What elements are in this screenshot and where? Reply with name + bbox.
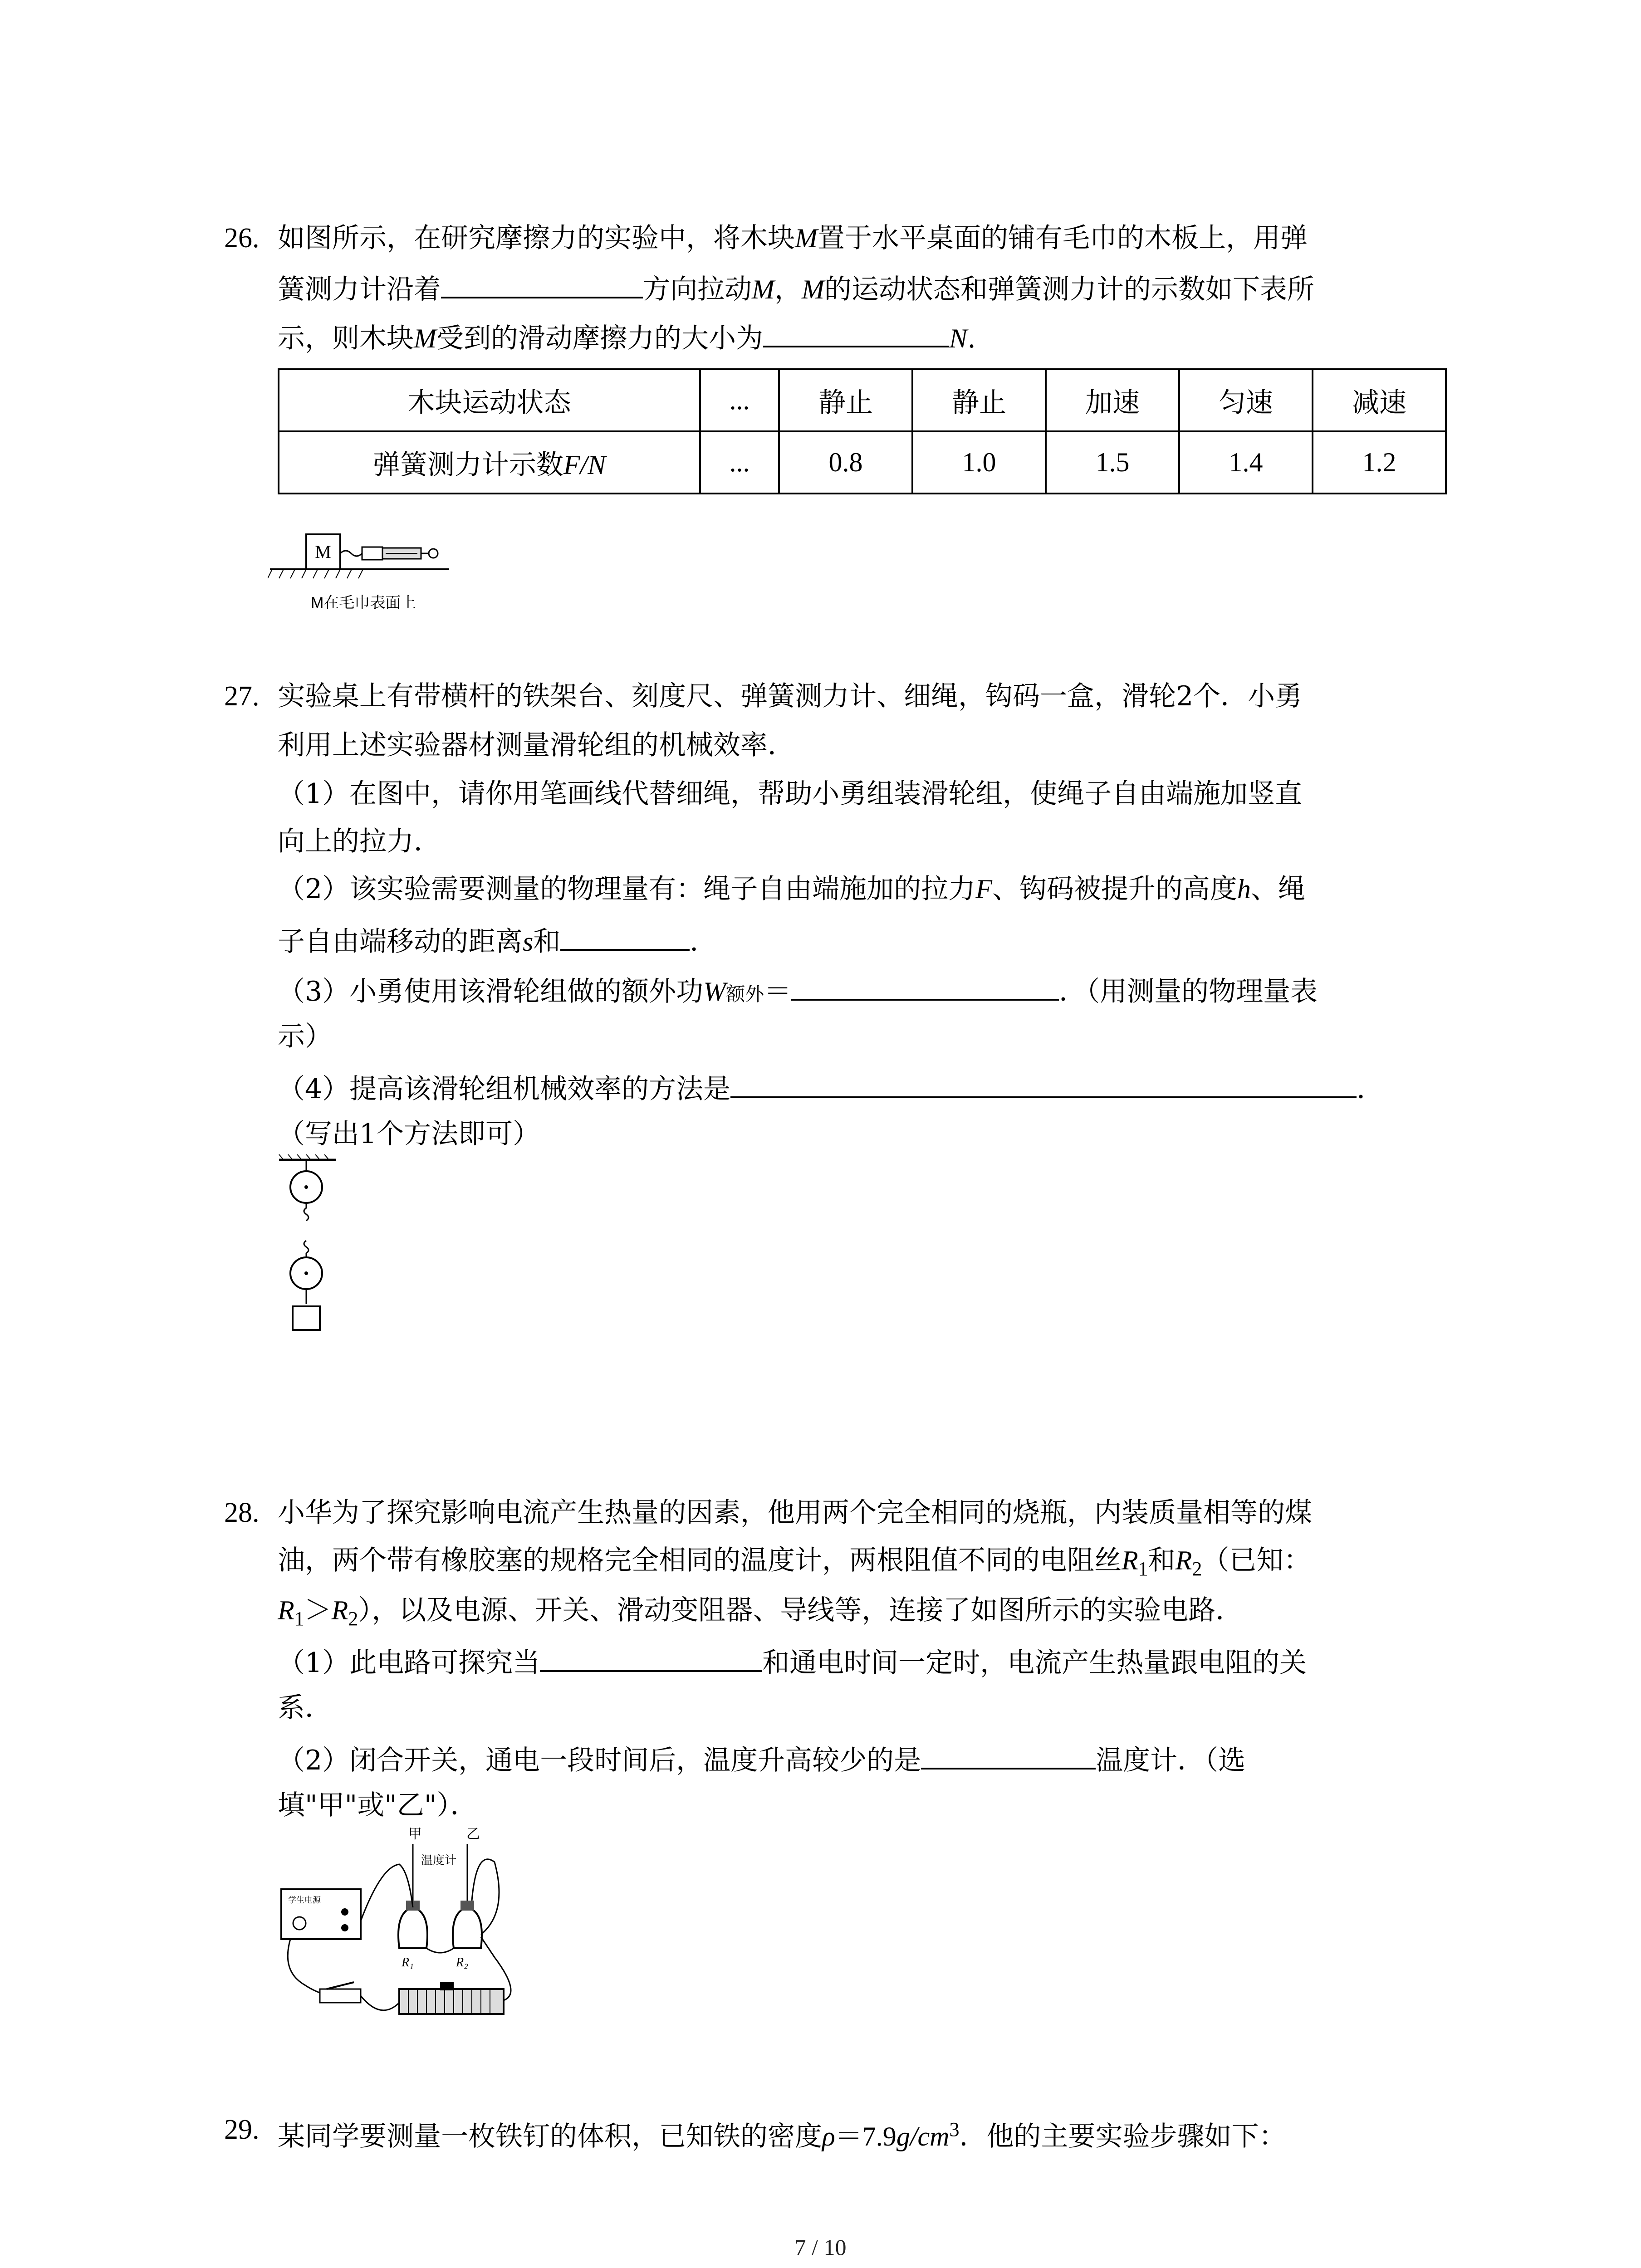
question-text-line: 子自由端移动的距离s和 ． <box>278 921 717 960</box>
pulley-figure <box>277 1154 340 1345</box>
table-cell: 1.4 <box>1179 431 1313 494</box>
question-number: 27. <box>224 681 260 712</box>
data-table <box>278 368 1447 494</box>
table-cell: ... <box>700 431 779 494</box>
question-text-line: 利用上述实验器材测量滑轮组的机械效率． <box>278 729 795 761</box>
question-number: 28. <box>224 1497 260 1528</box>
block-label: M <box>315 542 331 562</box>
table-row <box>279 431 1446 494</box>
question-text-line: 油，两个带有橡胶塞的规格完全相同的温度计，两根阻值不同的电阻丝$R_1$和$R_2$（已知： <box>278 1545 1311 1580</box>
page-number: 7 / 10 <box>794 2234 847 2260</box>
var-M: M <box>801 274 824 304</box>
answer-blank[interactable] <box>763 318 949 347</box>
var-s: s <box>523 927 534 957</box>
table-cell: 匀速 <box>1179 369 1313 431</box>
var-F: F <box>975 874 992 904</box>
answer-blank[interactable] <box>560 921 690 951</box>
table-cell: 1.5 <box>1046 431 1179 494</box>
label-yi: 乙 <box>466 1826 480 1842</box>
circuit-figure <box>277 1821 531 2034</box>
psu-label: 学生电源 <box>288 1896 321 1905</box>
question-text-line: （写出1个方法即可） <box>278 1118 540 1150</box>
answer-blank[interactable] <box>730 1068 1357 1098</box>
text: ， <box>774 274 802 305</box>
table-row <box>279 369 1446 431</box>
question-text-line: 小华为了探究影响电流产生热量的因素，他用两个完全相同的烧瓶，内装质量相等的煤 <box>278 1497 1312 1529</box>
question-text-line: 某同学要测量一枚铁钉的体积，已知铁的密度$\rho=7.9g/cm^3$．他的主要实验步骤如下： <box>278 2118 1286 2152</box>
unit-N: N <box>949 323 968 353</box>
table-cell: 1.2 <box>1313 431 1446 494</box>
text: . <box>967 323 976 354</box>
question-text-line: $R_1>R_2$），以及电源、开关、滑动变阻器、导线等，连接了如图所示的实验电路． <box>278 1594 1243 1630</box>
table-cell: 静止 <box>912 369 1046 431</box>
label-r1: R₁ <box>402 1955 414 1970</box>
question-text-line <box>278 220 1308 256</box>
figure-caption: M在毛巾表面上 <box>311 594 416 611</box>
text: 受到的滑动摩擦力的大小为 <box>436 323 763 354</box>
text: 簧测力计沿着 <box>278 274 441 305</box>
var-h: h <box>1237 874 1251 904</box>
question-text-line: （2）闭合开关，通电一段时间后，温度升高较少的是 温度计．（选 <box>278 1740 1245 1779</box>
question-text-line: （4）提高该滑轮组机械效率的方法是 ． <box>278 1068 1384 1107</box>
question-text-line: （1）在图中，请你用笔画线代替细绳，帮助小勇组装滑轮组，使绳子自由端施加竖直 <box>278 778 1303 810</box>
table-cell: 加速 <box>1046 369 1179 431</box>
var-M: M <box>795 223 818 253</box>
flask-yi <box>453 1907 482 1948</box>
text: 如图所示，在研究摩擦力的实验中，将木块 <box>278 222 795 254</box>
question-text-line: （3）小勇使用该滑轮组做的额外功W额外＝ ．（用测量的物理量表 <box>278 971 1318 1012</box>
question-text-line: 向上的拉力． <box>278 826 441 857</box>
hook-weight <box>293 1306 320 1330</box>
answer-blank[interactable] <box>791 971 1059 1001</box>
table-header: 弹簧测力计示数F/N <box>279 431 700 494</box>
table-cell: ... <box>700 369 779 431</box>
table-cell: 1.0 <box>912 431 1046 494</box>
question-text-line: 实验桌上有带横杆的铁架台、刻度尺、弹簧测力计、细绳，钩码一盒，滑轮2个．小勇 <box>278 680 1303 712</box>
block-spring-figure <box>268 526 458 631</box>
question-text-line <box>278 269 1314 308</box>
text: 的运动状态和弹簧测力计的示数如下表所 <box>824 274 1314 305</box>
subscript: 额外 <box>726 983 764 1005</box>
switch <box>320 1989 361 2003</box>
rheostat <box>399 1989 504 2014</box>
unit-label: F/N <box>563 450 606 480</box>
var-rho: ρ <box>822 2121 835 2151</box>
flask-jia <box>398 1907 427 1948</box>
table-cell: 减速 <box>1313 369 1446 431</box>
question-text-line: （2）该实验需要测量的物理量有：绳子自由端施加的拉力F、钩码被提升的高度h、绳 <box>278 873 1305 905</box>
question-number: 26. <box>224 223 260 254</box>
table-header: 木块运动状态 <box>279 369 700 431</box>
label-r2: R₂ <box>456 1955 468 1970</box>
question-text-line: （1）此电路可探究当 和通电时间一定时，电流产生热量跟电阻的关 <box>278 1642 1307 1681</box>
table-cell: 0.8 <box>779 431 912 494</box>
table-cell: 静止 <box>779 369 912 431</box>
answer-blank[interactable] <box>540 1642 762 1672</box>
answer-blank[interactable] <box>441 269 643 298</box>
question-text-line <box>278 318 976 357</box>
question-text-line: 示） <box>278 1021 332 1052</box>
text: 置于水平桌面的铺有毛巾的木板上，用弹 <box>817 222 1308 254</box>
var-W: W <box>703 977 726 1007</box>
text: 示，则木块 <box>278 323 414 354</box>
label-thermometer: 温度计 <box>421 1854 457 1867</box>
var-M: M <box>752 274 774 304</box>
var-M: M <box>414 323 436 353</box>
question-text-line: 系． <box>278 1692 332 1724</box>
label-jia: 甲 <box>408 1826 422 1842</box>
answer-blank[interactable] <box>921 1740 1096 1769</box>
question-number: 29. <box>224 2114 260 2145</box>
question-text-line: 填"甲"或"乙"）． <box>278 1789 478 1821</box>
text: 方向拉动 <box>643 274 752 305</box>
